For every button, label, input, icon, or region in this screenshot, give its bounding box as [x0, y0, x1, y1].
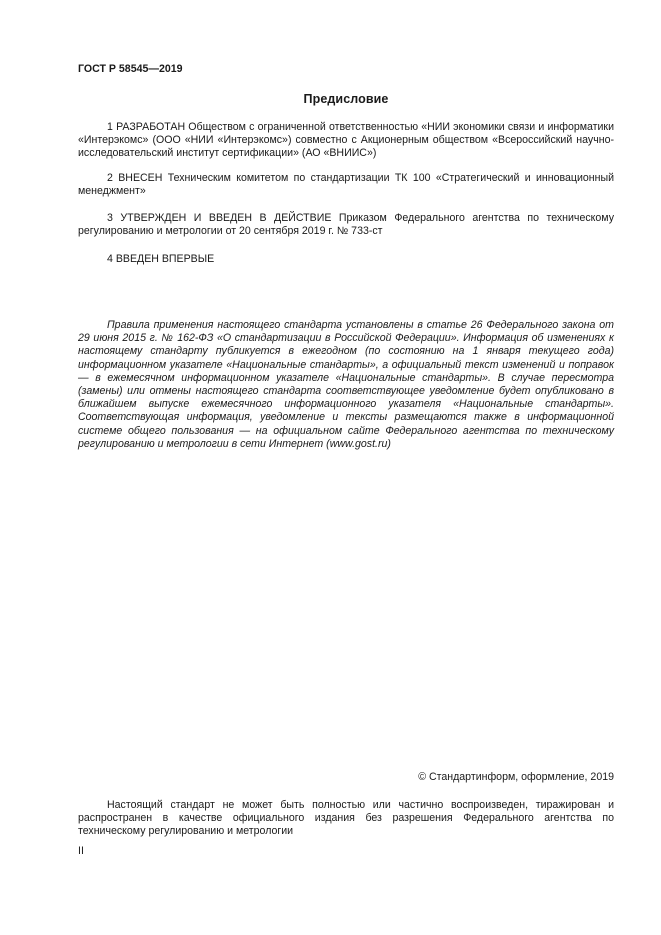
- copyright-line: © Стандартинформ, оформление, 2019: [418, 771, 614, 783]
- preface-item-2: [78, 172, 614, 198]
- preface-item-4-text: 4 ВВЕДЕН ВПЕРВЫЕ: [107, 253, 215, 265]
- preface-item-1-text: 1 РАЗРАБОТАН Обществом с ограниченной ответственностью «НИИ экономики связи и информатики «Интерэкомс» (ООО «НИИ «Интерэкомс») совместно с Акционерным обществом «Всероссийский научно-исследовательский институт сертификации» (АО «ВНИИС»): [78, 121, 614, 160]
- application-notice-text: Правила применения настоящего стандарта установлены в статье 26 Федерального закона от 29 июня 2015 г. № 162-ФЗ «О стандартизации в Российской Федерации». Информация об изменениях к настоящему стандарту публикуется в ежегодном (по состоянию на 1 января текущего года) информационном указателе «Национальные стандарты», а официальный текст изменений и поправок — в ежемесячном информационном указателе «Национальные стандарты». В случае пересмотра (замены) или отмены настоящего стандарта соответствующее уведомление будет опубликовано в ближайшем выпуске ежемесячного информационного указателя «Национальные стандарты». Соответствующая информация, уведомление и тексты размещаются также в информационной системе общего пользования — на официальном сайте Федерального агентства по техническому регулированию и метрологии в сети Интернет (www.gost.ru): [78, 319, 614, 450]
- preface-item-4: [78, 253, 614, 266]
- legal-notice: [78, 799, 614, 839]
- document-code: ГОСТ Р 58545—2019: [78, 63, 183, 75]
- preface-item-3-text: 3 УТВЕРЖДЕН И ВВЕДЕН В ДЕЙСТВИЕ Приказом Федерального агентства по техническому регулированию и метрологии от 20 сентября 2019 г. № 733-ст: [78, 212, 614, 238]
- legal-notice-text: Настоящий стандарт не может быть полностью или частично воспроизведен, тиражирован и распространен в качестве официального издания без разрешения Федерального агентства по техническому регулированию и метрологии: [78, 799, 614, 838]
- page-number: II: [78, 845, 84, 857]
- application-notice: [78, 319, 614, 451]
- preface-item-3: [78, 212, 614, 238]
- preface-item-2-text: 2 ВНЕСЕН Техническим комитетом по стандартизации ТК 100 «Стратегический и инновационный менеджмент»: [78, 172, 614, 198]
- preface-item-1: [78, 121, 614, 161]
- section-title: Предисловие: [303, 92, 389, 106]
